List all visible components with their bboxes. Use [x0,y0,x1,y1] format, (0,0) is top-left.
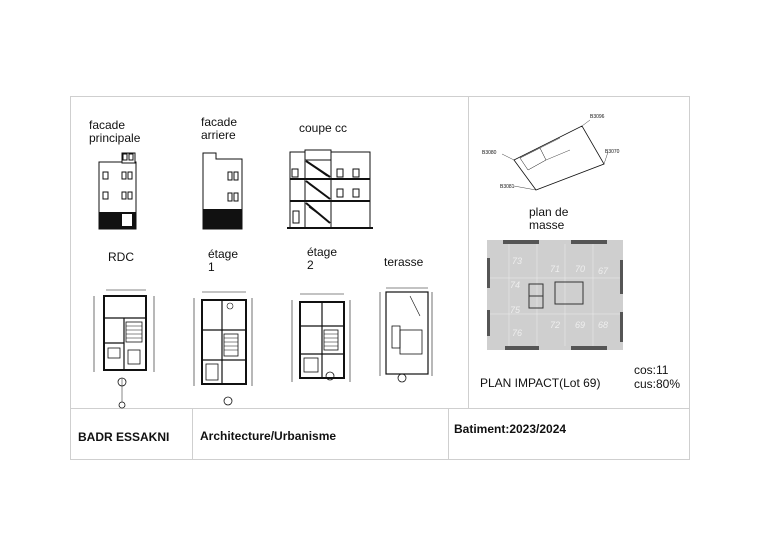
label-facade-principale: facade principale [89,118,141,145]
impact-lot-70: 70 [575,264,586,274]
impact-lot-69: 69 [575,320,586,330]
impact-lot-74: 74 [510,280,521,290]
impact-lot-75: 75 [510,305,521,315]
label-plan-impact: PLAN IMPACT(Lot 69) [480,376,601,390]
label-facade-arriere: facade arriere [201,115,238,142]
discipline: Architecture/Urbanisme [200,429,337,443]
label-cus: cus:80% [634,377,681,391]
label-coupe: coupe cc [299,121,348,135]
impact-lot-73: 73 [512,256,523,266]
impact-lot-71: 71 [550,264,561,274]
impact-lot-68: 68 [598,320,609,330]
plan-impact-drawing [487,240,623,352]
masse-ref-3: B3070 [605,149,620,155]
label-plan-de-masse: plan de masse [529,205,569,232]
etage-1-plan-drawing [194,290,254,406]
academic-year: Batiment:2023/2024 [454,422,567,436]
etage-2-plan-drawing [292,292,352,388]
masse-ref-4: B3081 [500,184,515,190]
plan-de-masse-drawing [510,120,610,190]
impact-lot-72: 72 [550,320,561,330]
coupe-drawing [287,149,373,229]
rdc-plan-drawing [94,288,160,410]
author-name: BADR ESSAKNI [78,430,170,444]
masse-ref-1: B3096 [590,114,605,120]
facade-principale-drawing [98,152,138,230]
sheet-divider-vertical [468,96,469,409]
label-etage-2: étage 2 [307,245,338,272]
label-rdc: RDC [108,250,134,264]
title-cell-divider-2 [448,408,449,460]
facade-arriere-drawing [202,150,244,230]
label-cos: cos:11 [634,363,669,377]
impact-lot-67: 67 [598,266,609,276]
masse-ref-2: B3080 [482,150,497,156]
label-terasse: terasse [384,255,424,269]
label-etage-1: étage 1 [208,247,239,274]
title-cell-divider-1 [192,408,193,460]
terasse-plan-drawing [380,286,434,386]
impact-lot-76: 76 [512,328,523,338]
title-block-divider [70,408,690,409]
